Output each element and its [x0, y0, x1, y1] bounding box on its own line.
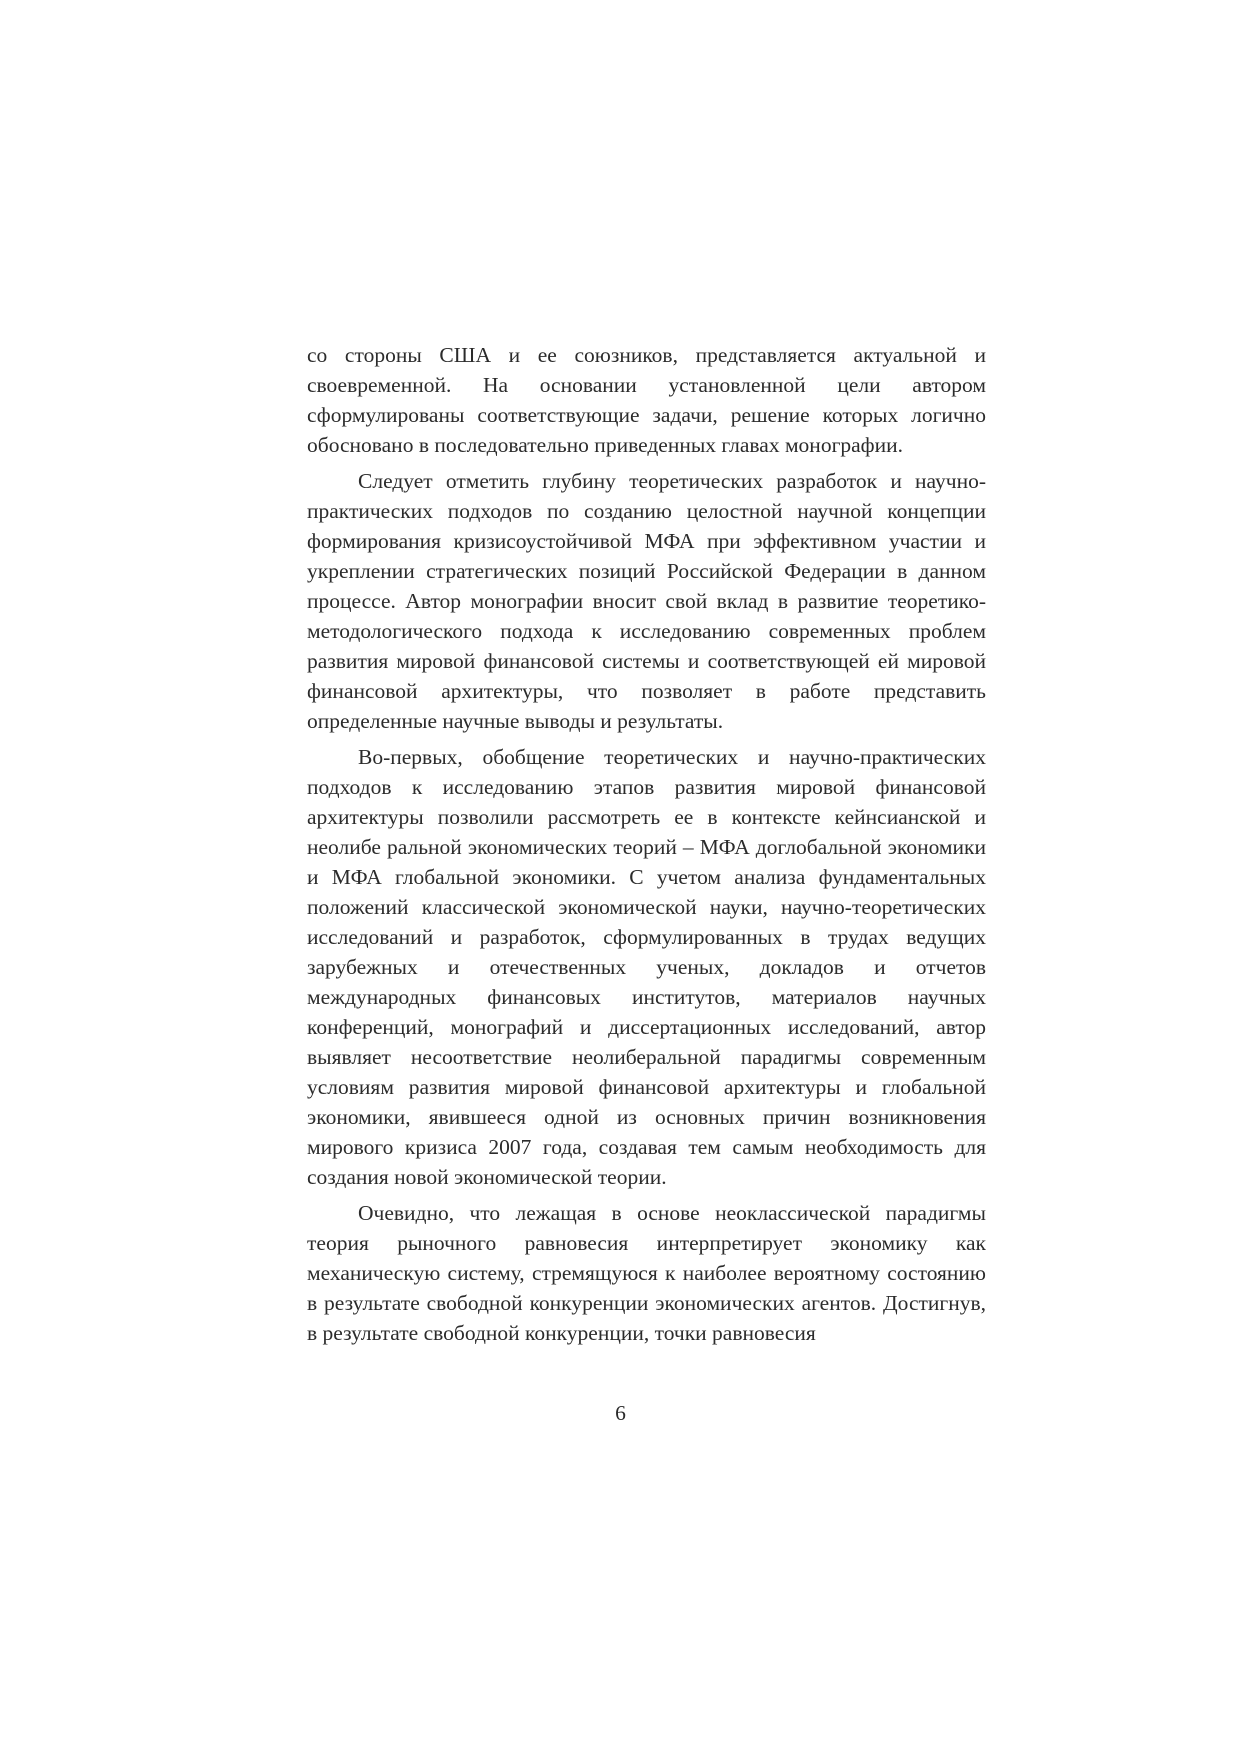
body-text	[307, 340, 986, 1354]
paragraph-continuation: со стороны США и ее союзников, представляется актуальной и своевременной. На основании установленной цели автором сформулированы соответствующие задачи, решение которых логично обосновано в последовательно приведенных главах монографии.	[307, 343, 986, 457]
page-number: 6	[615, 1401, 626, 1425]
paragraph-neoclassical: Очевидно, что лежащая в основе неоклассической парадигмы теория рыночного равновесия интерпретирует экономику как механическую систему, стремящуюся к наиболее вероятному состоянию в результате свободной конкуренции экономических агентов. Достигнув, в результате свободной конкуренции, точки равновесия	[307, 1201, 986, 1345]
paragraph-theoretical-depth: Следует отметить глубину теоретических разработок и научно-практических подходов по созданию целостной научной концепции формирования кризисоустойчивой МФА при эффективном участии и укреплении стратегических позиций Российской Федерации в данном процессе. Автор монографии вносит свой вклад в развитие теоретико-методологического подхода к исследованию современных проблем развития мировой финансовой системы и соответствующей ей мировой финансовой архитектуры, что позволяет в работе представить определенные научные выводы и результаты.	[307, 469, 986, 733]
paragraph-firstly: Во-первых, обобщение теоретических и научно-практических подходов к исследованию этапов развития мировой финансовой архитектуры позволили рассмотреть ее в контексте кейнсианской и неолибе ральной экономических теорий – МФА доглобальной экономики и МФА глобальной экономики. С учетом анализа фундаментальных положений классической экономической науки, научно-теоретических исследований и разработок, сформулированных в трудах ведущих зарубежных и отечественных ученых, докладов и отчетов международных финансовых институтов, материалов научных конференций, монографий и диссертационных исследований, автор выявляет несоответствие неолиберальной парадигмы современным условиям развития мировой финансовой архитектуры и глобальной экономики, явившееся одной из основных причин возникновения мирового кризиса 2007 года, создавая тем самым необходимость для создания новой экономической теории.	[307, 745, 986, 1189]
